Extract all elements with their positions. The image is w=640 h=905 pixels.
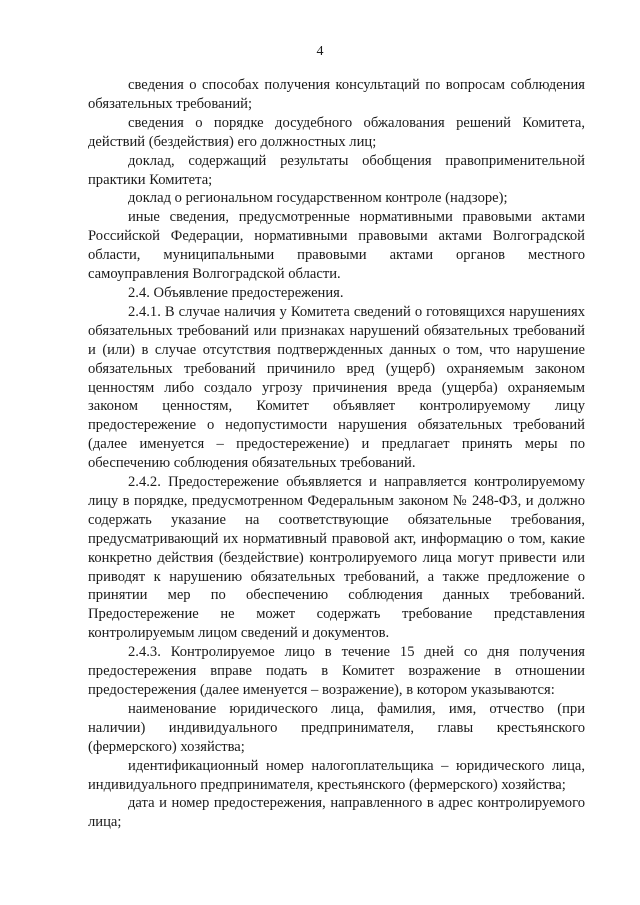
paragraph-2-4-2: 2.4.2. Предостережение объявляется и направляется контролируемому лицу в порядке, предусмотренном Федеральным законом № 248-ФЗ, и должно содержать указание на соответствующие обязательные требования, предусматривающий их нормативный правовой акт, информацию о том, какие конкретно действия (бездействие) контролируемого лица могут привести или приводят к нарушению обязательных требований, а также предложение о принятии мер по обеспечению соблюдения данных требований. Предостережение не может содержать требование представления контролируемым лицом сведений и документов. (88, 474, 585, 642)
paragraph-consultations-info: сведения о способах получения консультаций по вопросам соблюдения обязательных требований; (88, 77, 585, 112)
paragraph-regional-control-report: доклад о региональном государственном контроле (надзоре); (128, 190, 508, 207)
paragraph-practice-report: доклад, содержащий результаты обобщения правоприменительной практики Комитета; (88, 152, 585, 188)
paragraph-other-info: иные сведения, предусмотренные нормативными правовыми актами Российской Федерации, нормативными правовыми актами Волгоградской области, муниципальными правовыми актами органов местного самоуправления Волгоградской области. (88, 209, 585, 283)
list-item-warning-date-number: дата и номер предостережения, направленного в адрес контролируемого лица; (88, 795, 585, 831)
paragraph-2-4-1: 2.4.1. В случае наличия у Комитета сведений о готовящихся нарушениях обязательных требований или признаках нарушений обязательных требований и (или) в случае отсутствия подтвержденных данных о том, что нарушение обязательных требований причинило вред (ущерб) охраняемым законом ценностям либо создало угрозу причинения вреда (ущерба) охраняемым законом ценностям, Комитет объявляет контролируемому лицу предостережение о недопустимости нарушения обязательных требований (далее именуется – предостережение) и предлагает принять меры по обеспечению соблюдения обязательных требований. (88, 303, 585, 472)
list-item-entity-name: наименование юридического лица, фамилия, имя, отчество (при наличии) индивидуального предпринимателя, главы крестьянского (фермерского) хозяйства; (88, 700, 585, 755)
document-body (88, 76, 585, 832)
list-item-taxpayer-id: идентификационный номер налогоплательщика – юридического лица, индивидуального предпринимателя, крестьянского (фермерского) хозяйства; (88, 757, 585, 793)
page-number: 4 (316, 44, 324, 59)
section-heading-2-4: 2.4. Объявление предостережения. (128, 284, 344, 301)
paragraph-appeal-procedure: сведения о порядке досудебного обжалования решений Комитета, действий (бездействия) его должностных лиц; (88, 114, 585, 150)
paragraph-2-4-3: 2.4.3. Контролируемое лицо в течение 15 дней со дня получения предостережения вправе подать в Комитет возражение в отношении предостережения (далее именуется – возражение), в котором указываются: (88, 644, 585, 698)
